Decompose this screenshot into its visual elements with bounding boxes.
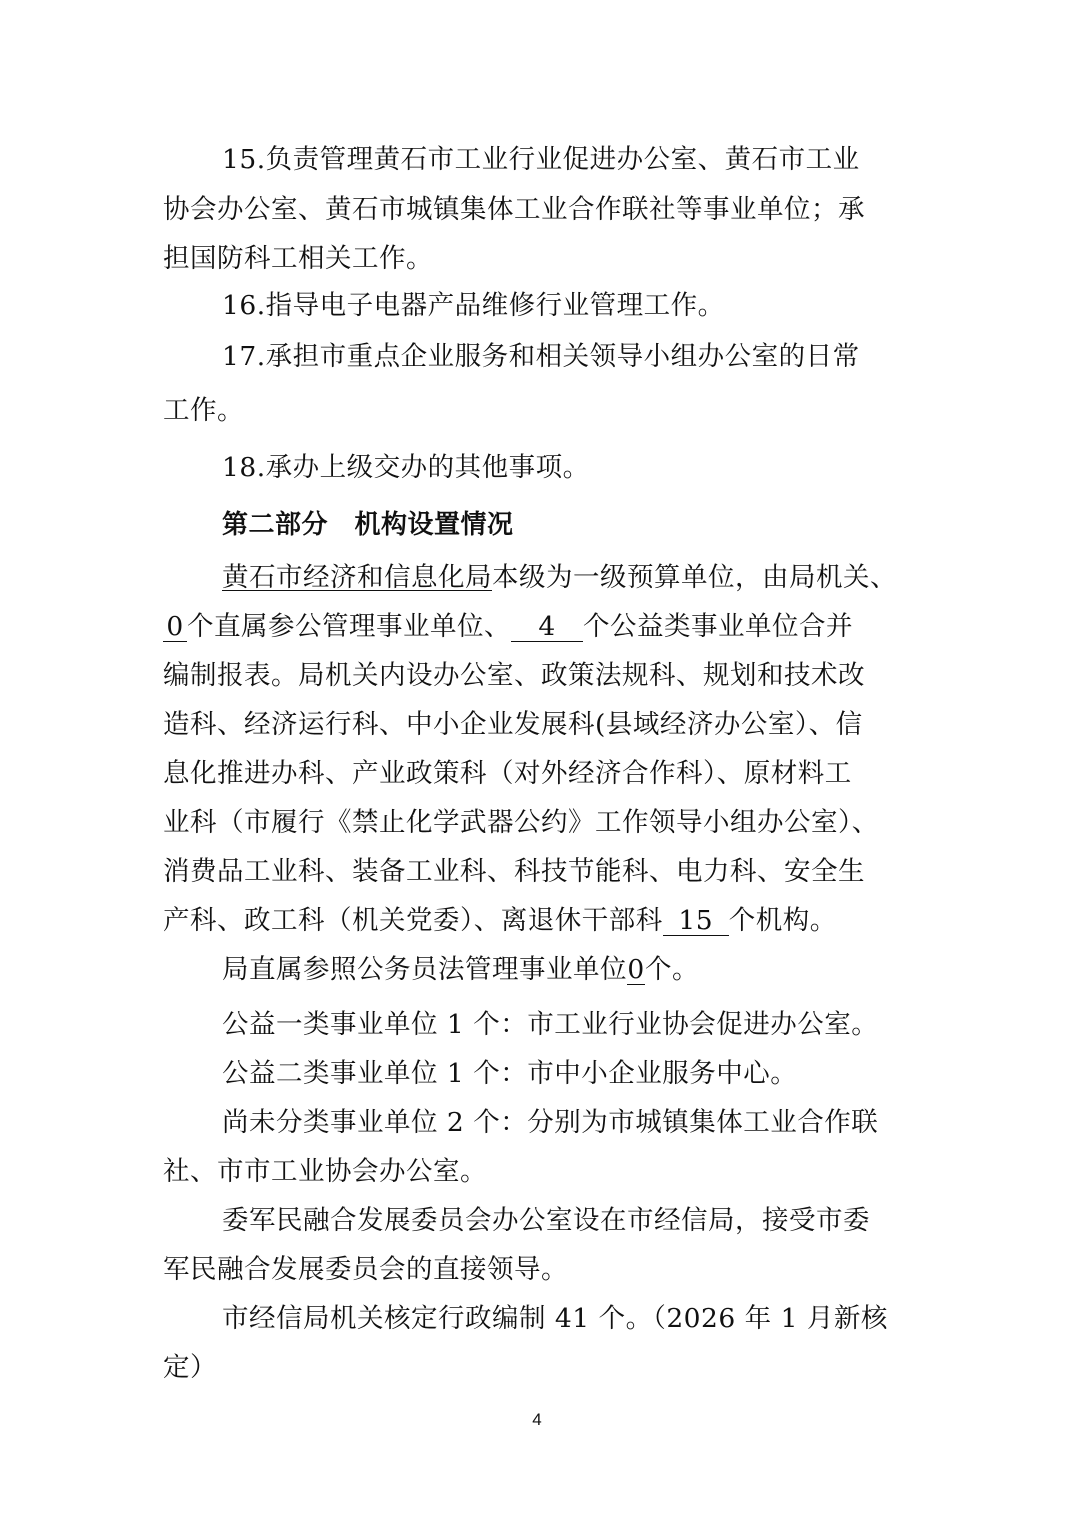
unit-name: 黄石市经济和信息化局 (222, 562, 492, 593)
civil-units-count: 0 (163, 613, 187, 642)
org-line-4: 造科、经济运行科、中小企业发展科(县域经济办公室）、信 (163, 709, 863, 740)
org-line-8-end: 个机构。 (728, 905, 837, 936)
direct-units-start: 局直属参照公务员法管理事业单位 (222, 954, 627, 985)
item-15-line-2: 协会办公室、黄石市城镇集体工业合作联社等事业单位；承 (163, 194, 865, 225)
staffing-line-2: 定） (163, 1352, 217, 1383)
org-line-1 (222, 561, 913, 595)
military-line-2: 军民融合发展委员会的直接领导。 (163, 1254, 568, 1285)
org-line-8 (163, 904, 913, 938)
staffing-line-1: 市经信局机关核定行政编制 41 个。（2026 年 1 月新核 (222, 1303, 888, 1334)
item-17-line-2: 工作。 (163, 395, 244, 426)
org-line-8-start: 产科、政工科（机关党委）、离退休干部科 (163, 905, 663, 936)
item-16-line-1: 16.指导电子电器产品维修行业管理工作。 (222, 290, 725, 321)
unclassified-line-2: 社、市市工业协会办公室。 (163, 1156, 487, 1187)
direct-units-count: 0 (627, 954, 645, 985)
org-line-2-mid: 个直属参公管理事业单位、 (187, 611, 511, 642)
org-line-7: 消费品工业科、装备工业科、科技节能科、电力科、安全生 (163, 856, 865, 887)
org-line-2 (163, 610, 913, 644)
public-units-count: 4 (511, 613, 583, 642)
org-line-3: 编制报表。局机关内设办公室、政策法规科、规划和技术改 (163, 660, 865, 691)
public-class-2-line: 公益二类事业单位 1 个：市中小企业服务中心。 (222, 1058, 798, 1089)
page-number: 4 (532, 1410, 542, 1429)
direct-units-end: 个。 (645, 954, 699, 985)
item-17-line-1: 17.承担市重点企业服务和相关领导小组办公室的日常 (222, 341, 860, 372)
item-15-line-3: 担国防科工相关工作。 (163, 243, 433, 274)
unclassified-line-1: 尚未分类事业单位 2 个：分别为市城镇集体工业合作联 (222, 1107, 879, 1138)
military-line-1: 委军民融合发展委员会办公室设在市经信局，接受市委 (222, 1205, 870, 1236)
public-class-1-line: 公益一类事业单位 1 个：市工业行业协会促进办公室。 (222, 1009, 879, 1040)
org-line-2-end: 个公益类事业单位合并 (583, 611, 853, 642)
item-18-line-1: 18.承办上级交办的其他事项。 (222, 452, 590, 483)
org-line-5: 息化推进办科、产业政策科（对外经济合作科）、原材料工 (163, 758, 852, 789)
org-line-1-rest: 本级为一级预算单位，由局机关、 (492, 562, 897, 593)
item-15-line-1: 15.负责管理黄石市工业行业促进办公室、黄石市工业 (222, 144, 860, 175)
inner-units-count: 15 (663, 907, 729, 936)
org-line-6: 业科（市履行《禁止化学武器公约》工作领导小组办公室）、 (163, 807, 879, 838)
direct-units-line (222, 953, 913, 987)
section-heading: 第二部分 机构设置情况 (222, 510, 514, 540)
